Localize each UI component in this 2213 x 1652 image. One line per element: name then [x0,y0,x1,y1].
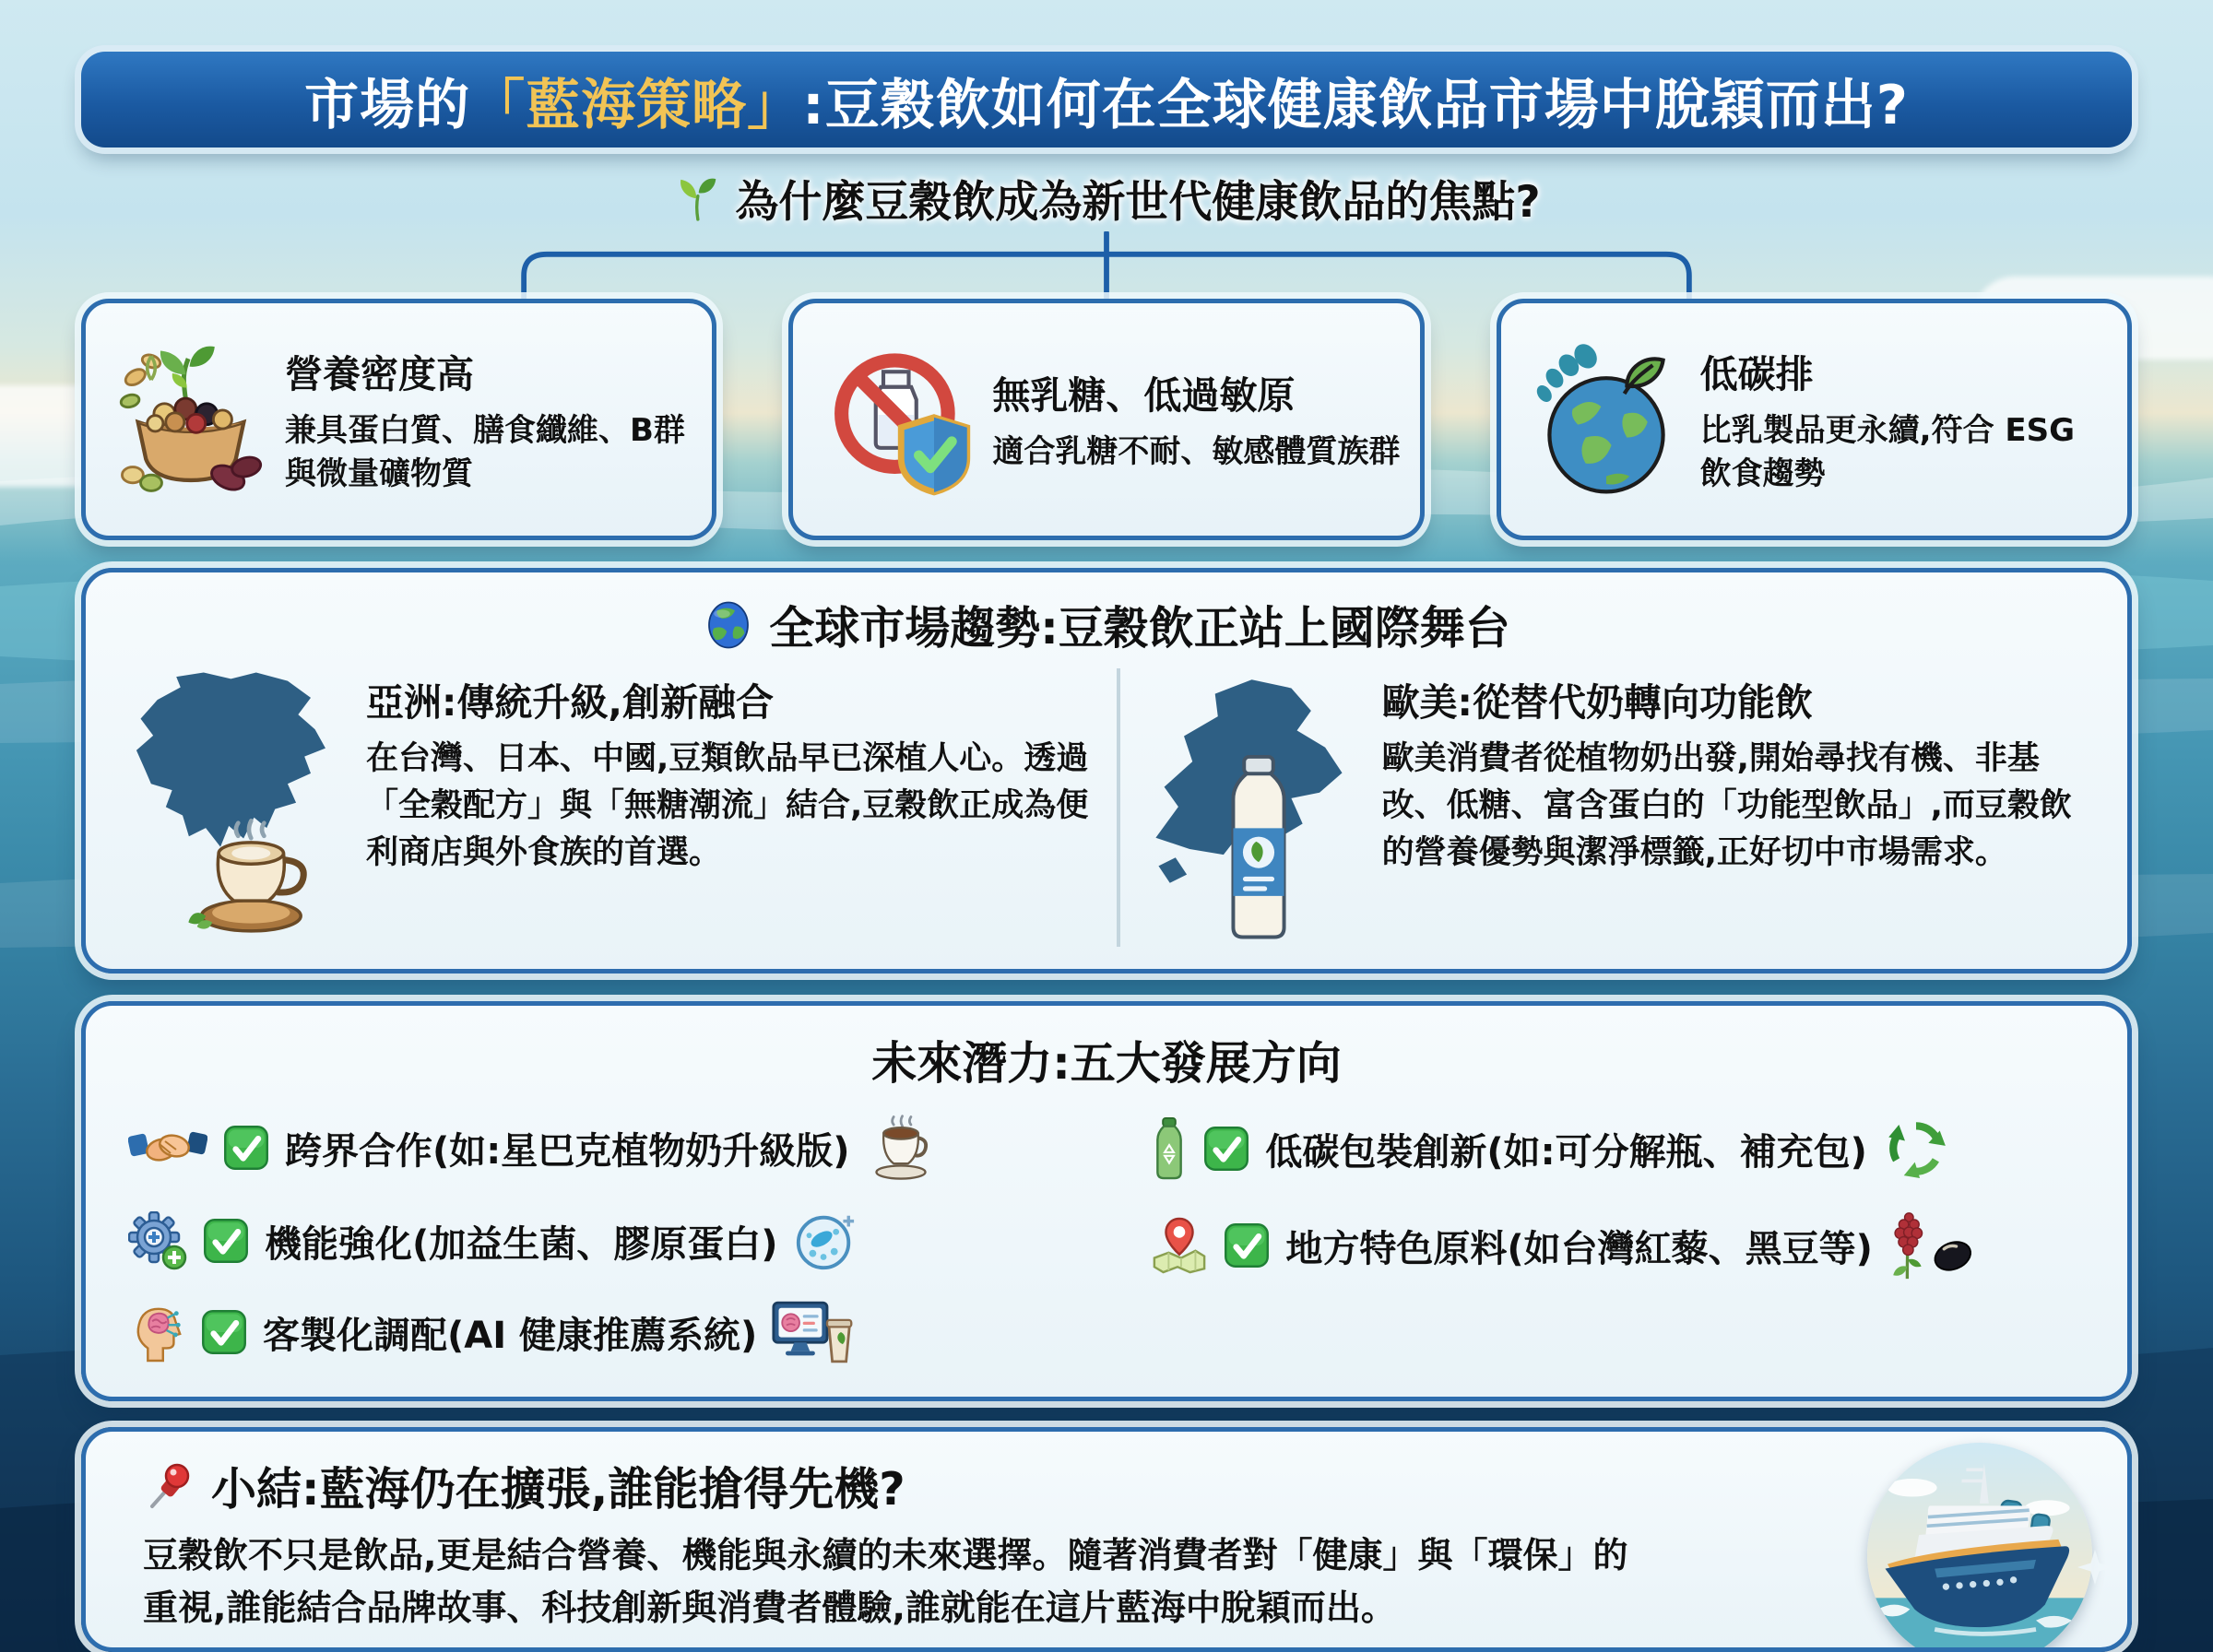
ai-monitor-icon [772,1301,855,1363]
summary-heading-text: 小結:藍海仍在擴張,誰能搶得先機? [211,1463,905,1516]
check-icon [202,1217,250,1265]
region-asia-art [128,668,361,947]
global-trends-heading-text: 全球市場趨勢:豆穀飲正站上國際舞台 [769,602,1510,655]
quinoa-black-bean-icon [1888,1210,1976,1280]
region-west-title: 歐美:從替代奶轉向功能飲 [1381,680,1813,725]
future-item-function-label: 機能強化(加益生菌、膠原蛋白) [265,1222,778,1266]
region-west-art [1144,668,1377,947]
future-item-packaging-label: 低碳包裝創新(如:可分解瓶、補充包) [1265,1130,1867,1174]
check-icon [222,1124,270,1172]
check-icon [1223,1221,1271,1269]
map-pin-icon [1151,1216,1208,1275]
future-item-packaging [1151,1115,2085,1183]
plant-milk-bottle-icon [1216,753,1301,947]
bracket-connector [81,231,2132,299]
future-right-column [1151,1115,2085,1391]
region-asia [123,668,1117,947]
summary-panel [81,1427,2132,1652]
petri-dish-icon [793,1209,858,1273]
pushpin-icon [143,1460,195,1512]
title-prefix: 市場的 [304,72,471,136]
future-panel [81,1001,2132,1401]
future-item-custom [128,1301,1118,1363]
green-bottle-icon [1151,1116,1188,1181]
region-west [1117,668,2090,947]
benefit-cards-row [81,299,2132,540]
globe-icon [703,599,754,651]
check-icon [1202,1125,1250,1173]
card-nutrition-title: 營養密度高 [285,351,474,396]
global-trends-panel [81,568,2132,974]
why-section-heading [81,168,2132,230]
card-low-carbon-body: 比乳製品更永續,符合 ESG 飲食趨勢 [1699,411,2076,492]
card-nutrition-body: 兼具蛋白質、膳食纖維、B群與微量礦物質 [285,411,685,492]
cruise-ship-illustration [1867,1443,2092,1652]
head-brain-icon [128,1302,185,1363]
check-icon [200,1308,248,1356]
cruise-ship-icon [1867,1443,2092,1652]
grain-bowl-icon [112,340,270,499]
card-low-carbon-icon-area [1520,342,1693,497]
card-low-carbon-text [1700,344,2109,496]
future-columns [128,1115,2085,1391]
teacup-icon [180,812,331,950]
card-lactose-free [788,299,1424,540]
future-item-local-label: 地方特色原料(如台灣紅藜、黑豆等) [1285,1227,1873,1270]
summary-heading [143,1454,1777,1518]
future-left-column [128,1115,1118,1391]
gear-plus-icon [128,1211,187,1270]
future-item-collab-label: 跨界合作(如:星巴克植物奶升級版) [285,1129,850,1173]
why-heading-text: 為什麼豆穀飲成為新世代健康飲品的焦點? [735,177,1541,229]
future-heading-text: 未來潛力:五大發展方向 [871,1037,1342,1090]
card-low-carbon-title: 低碳排 [1699,351,1814,396]
card-lactose-free-icon-area [811,344,985,496]
future-item-collab [128,1115,1118,1181]
card-lactose-free-text [992,365,1401,474]
card-low-carbon [1497,299,2132,540]
title-suffix: :豆穀飲如何在全球健康飲品市場中脫穎而出? [802,72,1909,136]
no-dairy-shield-icon [822,344,975,496]
future-heading [128,1028,2085,1092]
card-lactose-free-body: 適合乳糖不耐、敏感體質族群 [992,433,1401,471]
low-carbon-earth-icon [1529,342,1684,497]
future-item-function [128,1209,1118,1273]
region-asia-body: 在台灣、日本、中國,豆類飲品早已深植人心。透過「全穀配方」與「無糖潮流」結合,豆穀飲正成為便利商店與外食族的首選。 [366,740,1089,872]
card-nutrition-icon-area [104,340,278,499]
region-asia-text [366,668,1111,947]
regions-row [123,668,2090,947]
title-highlight: 「藍海策略」 [470,72,803,136]
title-banner [81,52,2132,148]
coffee-cup-icon [865,1115,937,1181]
card-lactose-free-title: 無乳糖、低過敏原 [992,373,1296,419]
region-west-body: 歐美消費者從植物奶出發,開始尋找有機、非基改、低糖、富含蛋白的「功能型飲品」,而豆穀飲的營養優勢與潔淨標籤,正好切中市場需求。 [1381,740,2072,872]
handshake-icon [128,1121,207,1174]
summary-body: 豆穀飲不只是飲品,更是結合營養、機能與永續的未來選擇。隨著消費者對「健康」與「環保」的重視,誰能結合品牌故事、科技創新與消費者體驗,誰就能在這片藍海中脫穎而出。 [143,1535,1628,1628]
card-nutrition-text [285,344,693,496]
global-trends-heading [123,593,2090,657]
future-item-custom-label: 客製化調配(AI 健康推薦系統) [263,1314,758,1357]
future-item-local [1151,1210,2085,1280]
recycle-icon [1882,1115,1950,1183]
region-asia-title: 亞洲:傳統升級,創新融合 [366,680,774,725]
card-nutrition [81,299,716,540]
region-west-text [1382,668,2085,947]
sprout-icon [672,174,722,224]
